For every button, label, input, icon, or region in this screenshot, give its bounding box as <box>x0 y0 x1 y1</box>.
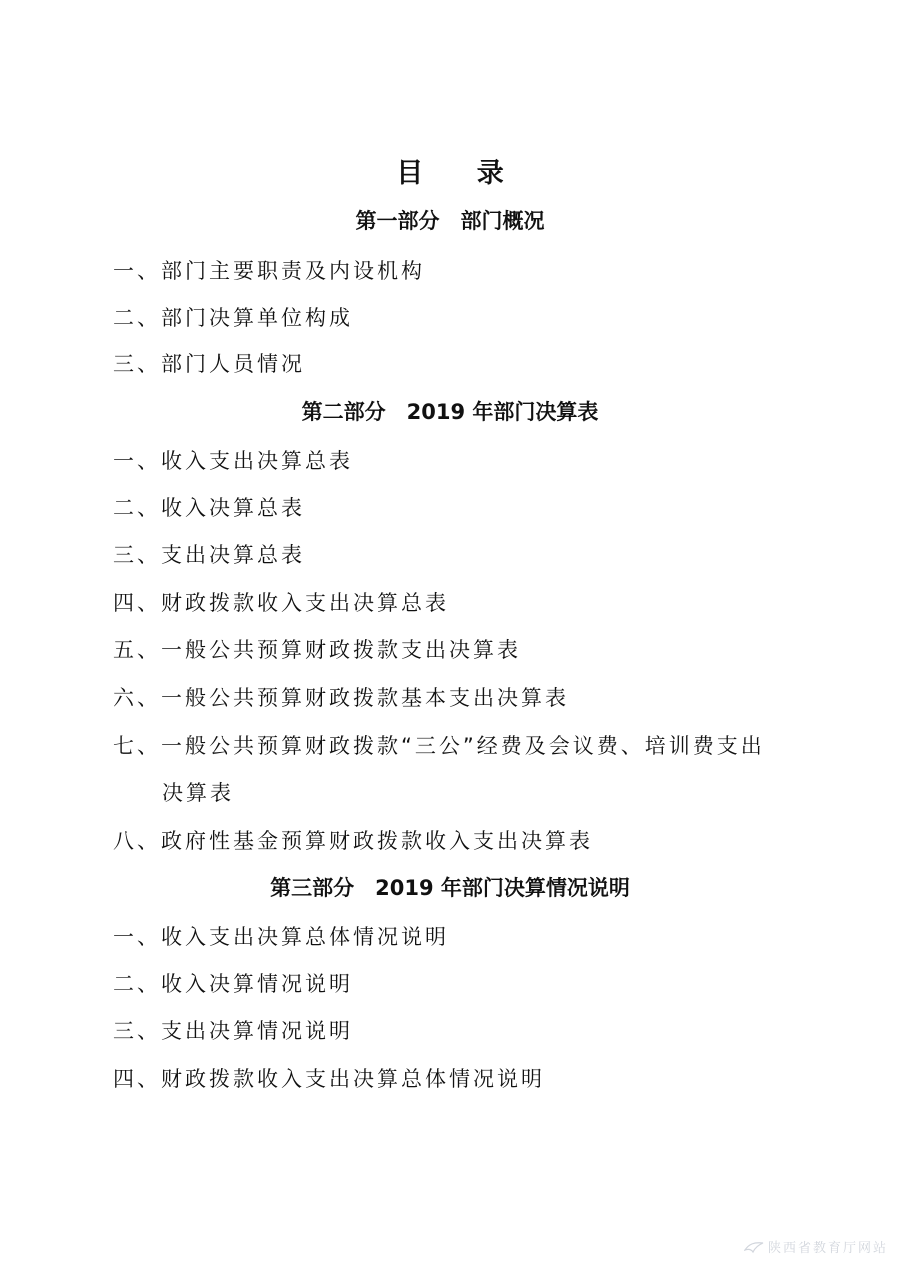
toc-item: 三、支出决算情况说明 <box>113 1019 353 1043</box>
toc-item: 八、政府性基金预算财政拨款收入支出决算表 <box>113 829 593 853</box>
toc-item: 七、一般公共预算财政拨款“三公”经费及会议费、培训费支出 <box>113 734 765 758</box>
part-heading-1: 第一部分 部门概况 <box>355 209 545 233</box>
toc-item: 一、收入支出决算总表 <box>113 449 353 473</box>
toc-item: 二、收入决算总表 <box>113 496 305 520</box>
toc-item: 三、部门人员情况 <box>113 352 305 376</box>
toc-item: 一、收入支出决算总体情况说明 <box>113 925 449 949</box>
toc-item: 三、支出决算总表 <box>113 543 305 567</box>
part-heading-2: 第二部分 2019 年部门决算表 <box>301 400 599 424</box>
toc-item: 四、财政拨款收入支出决算总表 <box>113 591 449 615</box>
toc-item: 二、收入决算情况说明 <box>113 972 353 996</box>
part-heading-3: 第三部分 2019 年部门决算情况说明 <box>270 876 630 900</box>
toc-item: 四、财政拨款收入支出决算总体情况说明 <box>113 1067 545 1091</box>
toc-item: 五、一般公共预算财政拨款支出决算表 <box>113 638 521 662</box>
bird-logo-icon <box>744 1240 764 1254</box>
watermark <box>744 1237 888 1256</box>
toc-item: 二、部门决算单位构成 <box>113 306 353 330</box>
toc-item: 一、部门主要职责及内设机构 <box>113 259 425 283</box>
toc-item-continuation: 决算表 <box>162 781 234 805</box>
toc-item: 六、一般公共预算财政拨款基本支出决算表 <box>113 686 569 710</box>
page-title: 目 录 <box>396 158 526 189</box>
watermark-text: 陕西省教育厅网站 <box>767 1241 888 1256</box>
